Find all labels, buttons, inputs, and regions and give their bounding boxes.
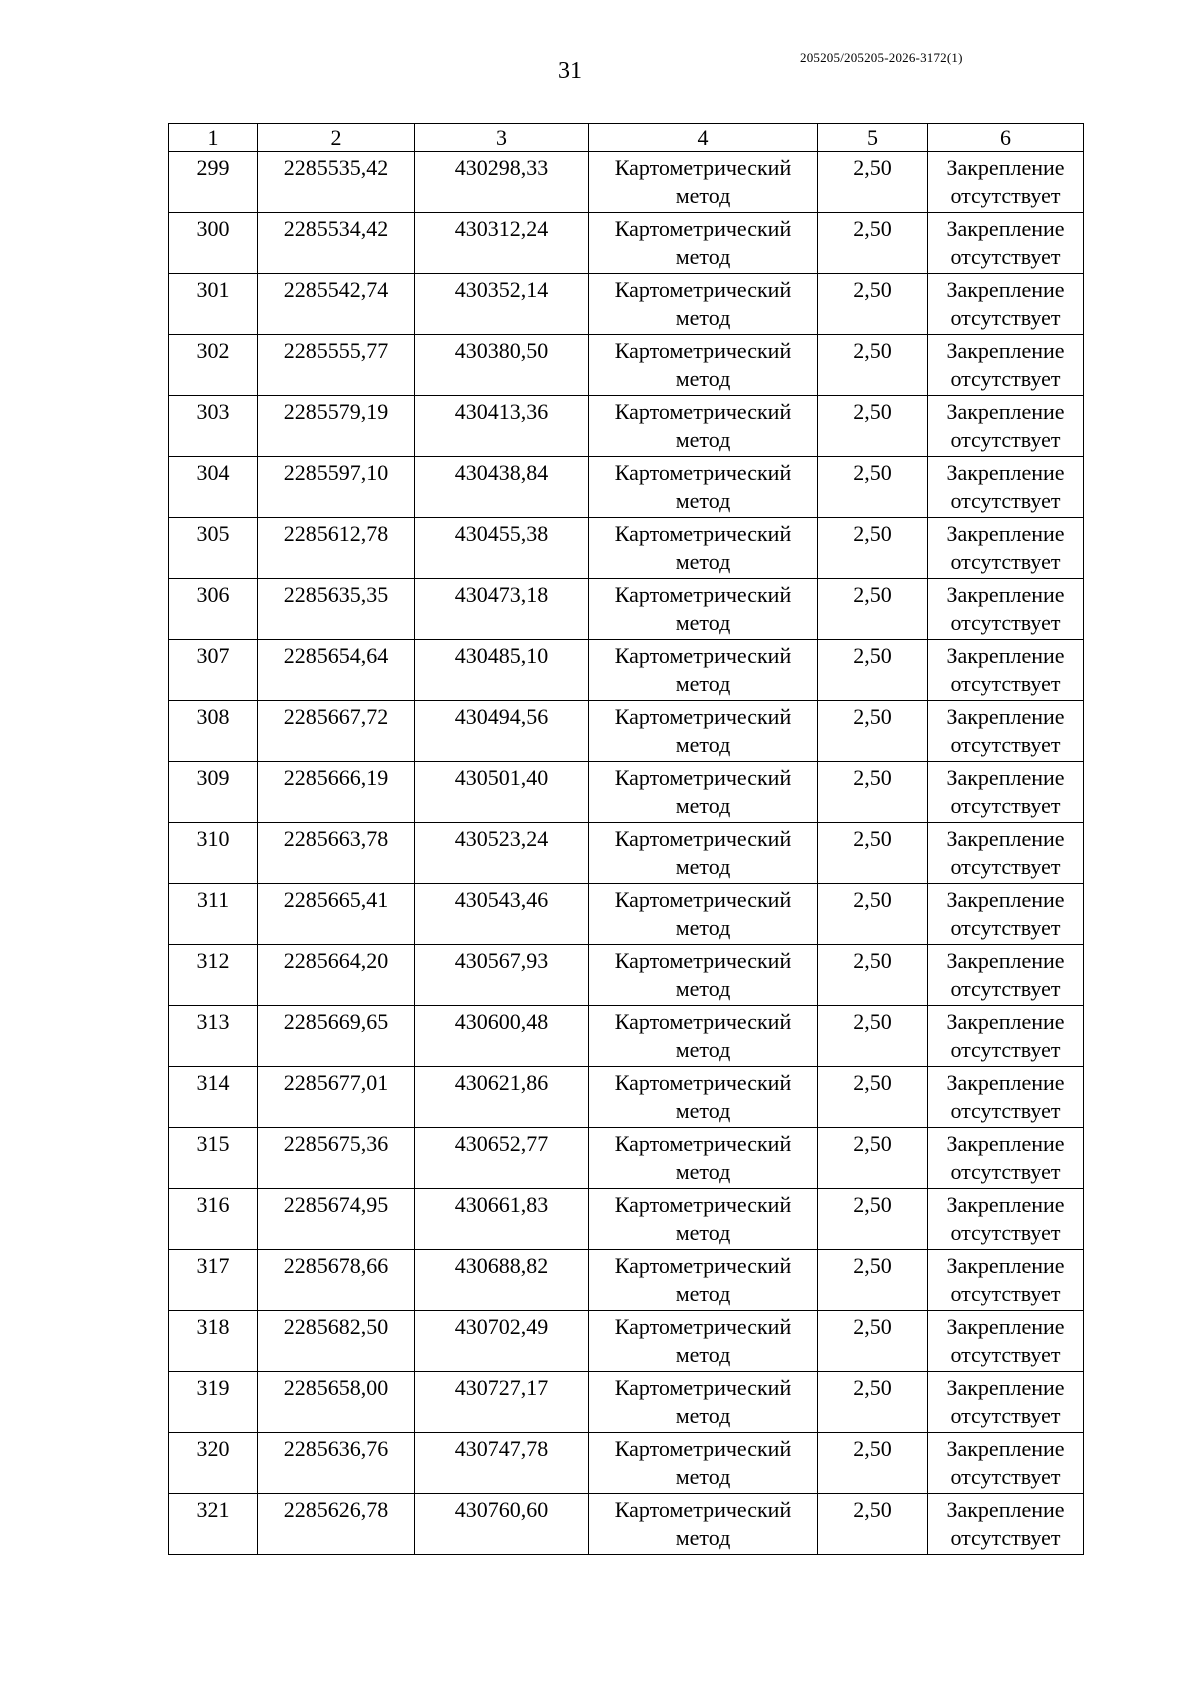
method-cell: Картометрический метод xyxy=(589,762,818,823)
method-cell: Картометрический метод xyxy=(589,152,818,213)
x-coordinate-cell: 2285535,42 xyxy=(258,152,415,213)
fixation-cell: Закрепление отсутствует xyxy=(928,396,1084,457)
accuracy-cell: 2,50 xyxy=(818,335,928,396)
table-row xyxy=(169,945,1084,1006)
table-row xyxy=(169,1250,1084,1311)
x-coordinate-cell: 2285666,19 xyxy=(258,762,415,823)
fixation-cell: Закрепление отсутствует xyxy=(928,823,1084,884)
accuracy-cell: 2,50 xyxy=(818,457,928,518)
point-number-cell: 301 xyxy=(169,274,258,335)
table-row xyxy=(169,1311,1084,1372)
table-row xyxy=(169,213,1084,274)
header-row xyxy=(169,124,1084,152)
fixation-cell: Закрепление отсутствует xyxy=(928,213,1084,274)
method-cell: Картометрический метод xyxy=(589,213,818,274)
x-coordinate-cell: 2285677,01 xyxy=(258,1067,415,1128)
x-coordinate-cell: 2285675,36 xyxy=(258,1128,415,1189)
fixation-cell: Закрепление отсутствует xyxy=(928,518,1084,579)
accuracy-cell: 2,50 xyxy=(818,1067,928,1128)
y-coordinate-cell: 430485,10 xyxy=(415,640,589,701)
y-coordinate-cell: 430352,14 xyxy=(415,274,589,335)
accuracy-cell: 2,50 xyxy=(818,1250,928,1311)
y-coordinate-cell: 430438,84 xyxy=(415,457,589,518)
accuracy-cell: 2,50 xyxy=(818,762,928,823)
method-cell: Картометрический метод xyxy=(589,1250,818,1311)
x-coordinate-cell: 2285682,50 xyxy=(258,1311,415,1372)
method-cell: Картометрический метод xyxy=(589,1006,818,1067)
point-number-cell: 312 xyxy=(169,945,258,1006)
x-coordinate-cell: 2285597,10 xyxy=(258,457,415,518)
table-row xyxy=(169,1494,1084,1555)
table-row xyxy=(169,518,1084,579)
column-header: 1 xyxy=(169,124,258,152)
method-cell: Картометрический метод xyxy=(589,1311,818,1372)
fixation-cell: Закрепление отсутствует xyxy=(928,152,1084,213)
method-cell: Картометрический метод xyxy=(589,1128,818,1189)
point-number-cell: 303 xyxy=(169,396,258,457)
table-row xyxy=(169,1006,1084,1067)
table-row xyxy=(169,1372,1084,1433)
y-coordinate-cell: 430413,36 xyxy=(415,396,589,457)
x-coordinate-cell: 2285678,66 xyxy=(258,1250,415,1311)
x-coordinate-cell: 2285555,77 xyxy=(258,335,415,396)
column-header: 6 xyxy=(928,124,1084,152)
fixation-cell: Закрепление отсутствует xyxy=(928,884,1084,945)
point-number-cell: 314 xyxy=(169,1067,258,1128)
point-number-cell: 315 xyxy=(169,1128,258,1189)
y-coordinate-cell: 430298,33 xyxy=(415,152,589,213)
method-cell: Картометрический метод xyxy=(589,396,818,457)
method-cell: Картометрический метод xyxy=(589,640,818,701)
x-coordinate-cell: 2285667,72 xyxy=(258,701,415,762)
y-coordinate-cell: 430312,24 xyxy=(415,213,589,274)
fixation-cell: Закрепление отсутствует xyxy=(928,1372,1084,1433)
point-number-cell: 310 xyxy=(169,823,258,884)
accuracy-cell: 2,50 xyxy=(818,274,928,335)
fixation-cell: Закрепление отсутствует xyxy=(928,457,1084,518)
point-number-cell: 302 xyxy=(169,335,258,396)
y-coordinate-cell: 430494,56 xyxy=(415,701,589,762)
fixation-cell: Закрепление отсутствует xyxy=(928,1128,1084,1189)
accuracy-cell: 2,50 xyxy=(818,823,928,884)
method-cell: Картометрический метод xyxy=(589,1067,818,1128)
point-number-cell: 304 xyxy=(169,457,258,518)
accuracy-cell: 2,50 xyxy=(818,701,928,762)
point-number-cell: 311 xyxy=(169,884,258,945)
fixation-cell: Закрепление отсутствует xyxy=(928,1433,1084,1494)
point-number-cell: 309 xyxy=(169,762,258,823)
y-coordinate-cell: 430621,86 xyxy=(415,1067,589,1128)
column-header: 5 xyxy=(818,124,928,152)
y-coordinate-cell: 430688,82 xyxy=(415,1250,589,1311)
fixation-cell: Закрепление отсутствует xyxy=(928,274,1084,335)
accuracy-cell: 2,50 xyxy=(818,1494,928,1555)
y-coordinate-cell: 430702,49 xyxy=(415,1311,589,1372)
coordinates-table xyxy=(168,123,1084,1555)
point-number-cell: 308 xyxy=(169,701,258,762)
x-coordinate-cell: 2285579,19 xyxy=(258,396,415,457)
point-number-cell: 320 xyxy=(169,1433,258,1494)
x-coordinate-cell: 2285658,00 xyxy=(258,1372,415,1433)
y-coordinate-cell: 430652,77 xyxy=(415,1128,589,1189)
y-coordinate-cell: 430543,46 xyxy=(415,884,589,945)
table-row xyxy=(169,1433,1084,1494)
table-row xyxy=(169,1189,1084,1250)
fixation-cell: Закрепление отсутствует xyxy=(928,1006,1084,1067)
table-row xyxy=(169,1128,1084,1189)
table-row xyxy=(169,152,1084,213)
table-header xyxy=(169,124,1084,152)
x-coordinate-cell: 2285669,65 xyxy=(258,1006,415,1067)
y-coordinate-cell: 430473,18 xyxy=(415,579,589,640)
point-number-cell: 317 xyxy=(169,1250,258,1311)
method-cell: Картометрический метод xyxy=(589,518,818,579)
table-row xyxy=(169,762,1084,823)
x-coordinate-cell: 2285674,95 xyxy=(258,1189,415,1250)
point-number-cell: 300 xyxy=(169,213,258,274)
accuracy-cell: 2,50 xyxy=(818,518,928,579)
method-cell: Картометрический метод xyxy=(589,274,818,335)
table-row xyxy=(169,457,1084,518)
point-number-cell: 319 xyxy=(169,1372,258,1433)
accuracy-cell: 2,50 xyxy=(818,1433,928,1494)
y-coordinate-cell: 430661,83 xyxy=(415,1189,589,1250)
table-row xyxy=(169,274,1084,335)
fixation-cell: Закрепление отсутствует xyxy=(928,1250,1084,1311)
fixation-cell: Закрепление отсутствует xyxy=(928,579,1084,640)
accuracy-cell: 2,50 xyxy=(818,884,928,945)
y-coordinate-cell: 430747,78 xyxy=(415,1433,589,1494)
y-coordinate-cell: 430380,50 xyxy=(415,335,589,396)
accuracy-cell: 2,50 xyxy=(818,1006,928,1067)
method-cell: Картометрический метод xyxy=(589,335,818,396)
fixation-cell: Закрепление отсутствует xyxy=(928,762,1084,823)
accuracy-cell: 2,50 xyxy=(818,396,928,457)
table-row xyxy=(169,640,1084,701)
point-number-cell: 299 xyxy=(169,152,258,213)
point-number-cell: 305 xyxy=(169,518,258,579)
table-row xyxy=(169,579,1084,640)
document-reference: 205205/205205-2026-3172(1) xyxy=(800,50,963,65)
method-cell: Картометрический метод xyxy=(589,945,818,1006)
fixation-cell: Закрепление отсутствует xyxy=(928,335,1084,396)
y-coordinate-cell: 430727,17 xyxy=(415,1372,589,1433)
method-cell: Картометрический метод xyxy=(589,579,818,640)
method-cell: Картометрический метод xyxy=(589,884,818,945)
method-cell: Картометрический метод xyxy=(589,823,818,884)
point-number-cell: 321 xyxy=(169,1494,258,1555)
x-coordinate-cell: 2285654,64 xyxy=(258,640,415,701)
x-coordinate-cell: 2285534,42 xyxy=(258,213,415,274)
column-header: 3 xyxy=(415,124,589,152)
x-coordinate-cell: 2285626,78 xyxy=(258,1494,415,1555)
x-coordinate-cell: 2285542,74 xyxy=(258,274,415,335)
table-row xyxy=(169,823,1084,884)
table-row xyxy=(169,1067,1084,1128)
fixation-cell: Закрепление отсутствует xyxy=(928,701,1084,762)
x-coordinate-cell: 2285612,78 xyxy=(258,518,415,579)
y-coordinate-cell: 430501,40 xyxy=(415,762,589,823)
point-number-cell: 318 xyxy=(169,1311,258,1372)
column-header: 4 xyxy=(589,124,818,152)
y-coordinate-cell: 430600,48 xyxy=(415,1006,589,1067)
table-row xyxy=(169,884,1084,945)
accuracy-cell: 2,50 xyxy=(818,152,928,213)
method-cell: Картометрический метод xyxy=(589,1372,818,1433)
table-row xyxy=(169,335,1084,396)
accuracy-cell: 2,50 xyxy=(818,1372,928,1433)
y-coordinate-cell: 430567,93 xyxy=(415,945,589,1006)
y-coordinate-cell: 430760,60 xyxy=(415,1494,589,1555)
x-coordinate-cell: 2285636,76 xyxy=(258,1433,415,1494)
method-cell: Картометрический метод xyxy=(589,1494,818,1555)
table-body xyxy=(169,152,1084,1555)
method-cell: Картометрический метод xyxy=(589,1189,818,1250)
method-cell: Картометрический метод xyxy=(589,457,818,518)
point-number-cell: 306 xyxy=(169,579,258,640)
y-coordinate-cell: 430523,24 xyxy=(415,823,589,884)
table-row xyxy=(169,701,1084,762)
accuracy-cell: 2,50 xyxy=(818,1311,928,1372)
accuracy-cell: 2,50 xyxy=(818,945,928,1006)
fixation-cell: Закрепление отсутствует xyxy=(928,1494,1084,1555)
point-number-cell: 316 xyxy=(169,1189,258,1250)
x-coordinate-cell: 2285635,35 xyxy=(258,579,415,640)
fixation-cell: Закрепление отсутствует xyxy=(928,640,1084,701)
accuracy-cell: 2,50 xyxy=(818,1189,928,1250)
fixation-cell: Закрепление отсутствует xyxy=(928,1067,1084,1128)
x-coordinate-cell: 2285665,41 xyxy=(258,884,415,945)
point-number-cell: 307 xyxy=(169,640,258,701)
accuracy-cell: 2,50 xyxy=(818,640,928,701)
column-header: 2 xyxy=(258,124,415,152)
fixation-cell: Закрепление отсутствует xyxy=(928,1189,1084,1250)
accuracy-cell: 2,50 xyxy=(818,1128,928,1189)
method-cell: Картометрический метод xyxy=(589,1433,818,1494)
accuracy-cell: 2,50 xyxy=(818,579,928,640)
y-coordinate-cell: 430455,38 xyxy=(415,518,589,579)
x-coordinate-cell: 2285663,78 xyxy=(258,823,415,884)
fixation-cell: Закрепление отсутствует xyxy=(928,1311,1084,1372)
accuracy-cell: 2,50 xyxy=(818,213,928,274)
point-number-cell: 313 xyxy=(169,1006,258,1067)
x-coordinate-cell: 2285664,20 xyxy=(258,945,415,1006)
fixation-cell: Закрепление отсутствует xyxy=(928,945,1084,1006)
method-cell: Картометрический метод xyxy=(589,701,818,762)
page-number: 31 xyxy=(558,58,582,84)
table-row xyxy=(169,396,1084,457)
